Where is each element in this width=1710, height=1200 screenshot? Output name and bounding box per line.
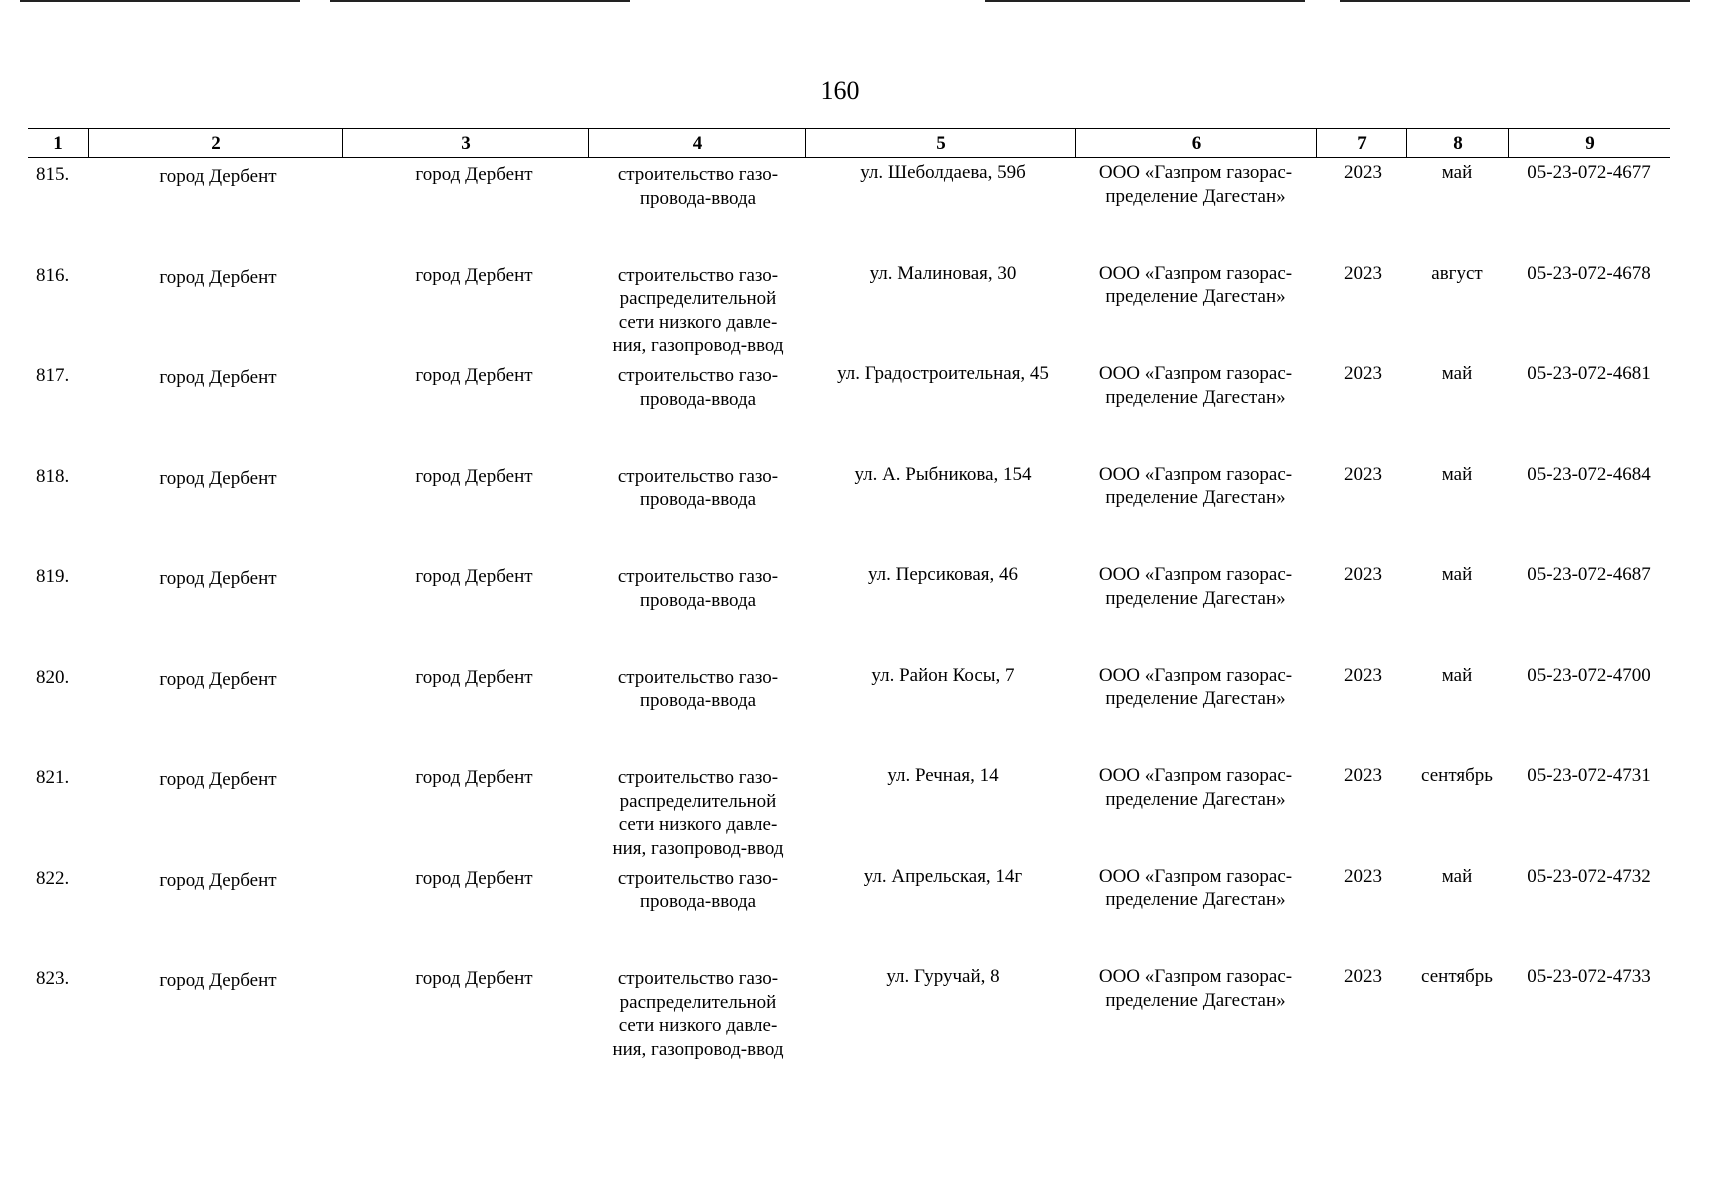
registry-code-cell: 05-23-072-4681 (1527, 363, 1651, 384)
registry-code-cell: 05-23-072-4677 (1527, 162, 1651, 183)
registry-code-cell: 05-23-072-4678 (1527, 262, 1651, 284)
row-number-cell: 819. (36, 566, 70, 587)
address-cell: ул. Персиковая, 46 (867, 564, 1019, 585)
header-col-4: 4 (588, 129, 806, 157)
table-row (28, 761, 1670, 862)
work-type-cell: строительство газо- распределительной сети низкого давле- ния, газопровод-ввод (612, 264, 784, 356)
scan-edge-line (1340, 0, 1690, 2)
header-col-3: 3 (342, 129, 589, 157)
registry-table (28, 128, 1670, 1063)
year-cell: 2023 (1344, 966, 1382, 987)
settlement-cell: город Дербент (415, 666, 533, 688)
organization-cell: ООО «Газпром газорас- пределение Дагестан» (1098, 664, 1293, 709)
address-cell: ул. Малиновая, 30 (869, 262, 1017, 284)
work-type-cell: строительство газо- провода-ввода (617, 566, 779, 611)
registry-code-cell: 05-23-072-4733 (1527, 966, 1651, 987)
table-row (28, 962, 1670, 1063)
organization-cell: ООО «Газпром газорас- пределение Дагестан» (1098, 564, 1293, 609)
district-cell: город Дербент (159, 668, 277, 690)
header-col-7: 7 (1316, 129, 1407, 157)
scan-edge-line (330, 0, 630, 2)
month-cell: май (1441, 162, 1473, 183)
organization-cell: ООО «Газпром газорас- пределение Дагестан» (1098, 463, 1293, 508)
address-cell: ул. Речная, 14 (887, 765, 999, 786)
organization-cell: ООО «Газпром газорас- пределение Дагестан» (1098, 966, 1293, 1011)
work-type-cell: строительство газо- провода-ввода (617, 666, 779, 711)
row-number-cell: 822. (36, 867, 70, 889)
settlement-cell: город Дербент (415, 164, 533, 185)
month-cell: сентябрь (1421, 765, 1493, 786)
table-row (28, 661, 1670, 762)
table-row (28, 158, 1670, 259)
row-number-cell: 820. (36, 666, 70, 688)
scan-edge-line (985, 0, 1305, 2)
row-number-cell: 821. (36, 767, 70, 788)
table-row (28, 359, 1670, 460)
address-cell: ул. Апрельская, 14г (863, 865, 1023, 887)
table-row (28, 259, 1670, 360)
year-cell: 2023 (1344, 765, 1382, 786)
table-body (28, 158, 1670, 1063)
year-cell: 2023 (1344, 463, 1382, 485)
year-cell: 2023 (1344, 865, 1382, 887)
header-col-2: 2 (88, 129, 343, 157)
registry-code-cell: 05-23-072-4684 (1527, 463, 1651, 485)
year-cell: 2023 (1344, 564, 1382, 585)
row-number-cell: 816. (36, 264, 70, 286)
district-cell: город Дербент (159, 266, 277, 288)
month-cell: май (1441, 363, 1473, 384)
address-cell: ул. Градостроительная, 45 (837, 363, 1049, 384)
work-type-cell: строительство газо- провода-ввода (617, 465, 779, 510)
scan-edge-line (20, 0, 300, 2)
settlement-cell: город Дербент (415, 767, 533, 788)
work-type-cell: строительство газо- провода-ввода (617, 867, 779, 912)
address-cell: ул. Гуручай, 8 (886, 966, 1000, 987)
organization-cell: ООО «Газпром газорас- пределение Дагестан» (1098, 865, 1293, 910)
table-row (28, 862, 1670, 963)
header-col-6: 6 (1075, 129, 1317, 157)
month-cell: май (1441, 564, 1473, 585)
row-number-cell: 823. (36, 968, 70, 989)
settlement-cell: город Дербент (415, 968, 533, 989)
address-cell: ул. Шеболдаева, 59б (860, 162, 1026, 183)
header-col-8: 8 (1406, 129, 1509, 157)
settlement-cell: город Дербент (415, 867, 533, 889)
registry-code-cell: 05-23-072-4731 (1527, 765, 1651, 786)
district-cell: город Дербент (159, 970, 277, 991)
row-number-cell: 817. (36, 365, 70, 386)
organization-cell: ООО «Газпром газорас- пределение Дагестан» (1098, 765, 1293, 810)
work-type-cell: строительство газо- провода-ввода (617, 164, 779, 209)
settlement-cell: город Дербент (415, 264, 533, 286)
table-header-row (28, 128, 1670, 158)
organization-cell: ООО «Газпром газорас- пределение Дагестан» (1098, 363, 1293, 408)
row-number-cell: 818. (36, 465, 70, 487)
address-cell: ул. А. Рыбникова, 154 (854, 463, 1032, 485)
registry-code-cell: 05-23-072-4732 (1527, 865, 1651, 887)
district-cell: город Дербент (159, 769, 277, 790)
month-cell: сентябрь (1421, 966, 1493, 987)
organization-cell: ООО «Газпром газорас- пределение Дагестан» (1098, 162, 1293, 207)
district-cell: город Дербент (159, 467, 277, 489)
month-cell: май (1441, 463, 1473, 485)
district-cell: город Дербент (159, 568, 277, 589)
month-cell: май (1441, 865, 1473, 887)
organization-cell: ООО «Газпром газорас- пределение Дагестан» (1098, 262, 1293, 307)
page-number: 160 (820, 76, 860, 105)
work-type-cell: строительство газо- распределительной сети низкого давле- ния, газопровод-ввод (612, 767, 784, 859)
header-col-5: 5 (805, 129, 1076, 157)
month-cell: май (1441, 664, 1473, 686)
header-col-1: 1 (53, 133, 63, 154)
year-cell: 2023 (1344, 664, 1382, 686)
registry-code-cell: 05-23-072-4700 (1527, 664, 1651, 686)
registry-code-cell: 05-23-072-4687 (1527, 564, 1651, 585)
row-number-cell: 815. (36, 164, 70, 185)
settlement-cell: город Дербент (415, 566, 533, 587)
district-cell: город Дербент (159, 367, 277, 388)
work-type-cell: строительство газо- провода-ввода (617, 365, 779, 410)
table-row (28, 460, 1670, 561)
address-cell: ул. Район Косы, 7 (871, 664, 1015, 686)
header-col-9: 9 (1508, 129, 1671, 157)
table-row (28, 560, 1670, 661)
month-cell: август (1431, 262, 1483, 284)
district-cell: город Дербент (159, 166, 277, 187)
year-cell: 2023 (1344, 262, 1382, 284)
year-cell: 2023 (1344, 363, 1382, 384)
district-cell: город Дербент (159, 869, 277, 891)
year-cell: 2023 (1344, 162, 1382, 183)
work-type-cell: строительство газо- распределительной сети низкого давле- ния, газопровод-ввод (612, 968, 784, 1060)
settlement-cell: город Дербент (415, 465, 533, 487)
settlement-cell: город Дербент (415, 365, 533, 386)
